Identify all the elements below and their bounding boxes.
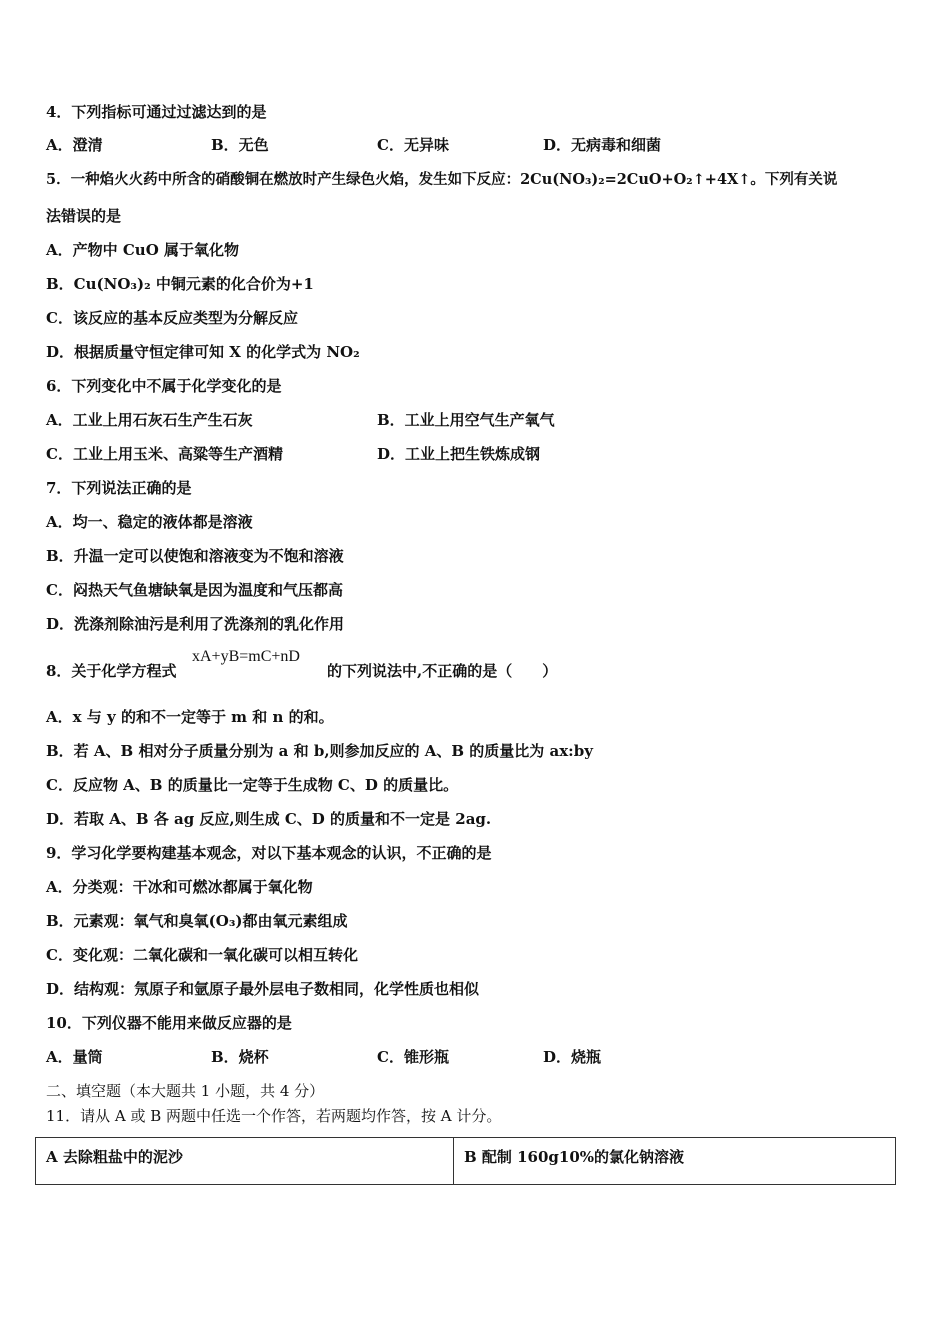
q5-option-c: C．该反应的基本反应类型为分解反应 bbox=[46, 309, 298, 327]
q4-stem: 4．下列指标可通过过滤达到的是 bbox=[46, 103, 267, 121]
q9-option-d: D．结构观：氖原子和氩原子最外层电子数相同，化学性质也相似 bbox=[46, 980, 480, 998]
q9-option-a: A．分类观：干冰和可燃冰都属于氧化物 bbox=[46, 878, 313, 896]
q5-option-a: A．产物中 CuO 属于氧化物 bbox=[46, 241, 239, 259]
q6-stem: 6．下列变化中不属于化学变化的是 bbox=[46, 377, 282, 395]
q8-option-b: B．若 A、B 相对分子质量分别为 a 和 b,则参加反应的 A、B 的质量比为 ax:by bbox=[46, 742, 593, 760]
q6-option-c: C．工业上用玉米、高粱等生产酒精 bbox=[46, 445, 283, 463]
q10-stem: 10．下列仪器不能用来做反应器的是 bbox=[46, 1014, 292, 1032]
q8-option-a: A．x 与 y 的和不一定等于 m 和 n 的和。 bbox=[46, 708, 334, 726]
answer-cell-a: A 去除粗盐中的泥沙 bbox=[36, 1138, 454, 1185]
q10-option-c: C．锥形瓶 bbox=[377, 1048, 449, 1066]
q4-option-a: A．澄清 bbox=[46, 136, 103, 154]
q7-stem: 7．下列说法正确的是 bbox=[46, 479, 192, 497]
q10-option-a: A．量筒 bbox=[46, 1048, 103, 1066]
section2-title: 二、填空题（本大题共 1 小题，共 4 分） bbox=[46, 1082, 325, 1100]
q9-stem: 9．学习化学要构建基本观念，对以下基本观念的认识，不正确的是 bbox=[46, 844, 492, 862]
q8-equation: xA+yB=mC+nD bbox=[192, 648, 300, 665]
q5-option-d: D．根据质量守恒定律可知 X 的化学式为 NO₂ bbox=[46, 343, 360, 361]
q8-stem-post: 的下列说法中,不正确的是（ ） bbox=[327, 662, 558, 680]
q10-option-d: D．烧瓶 bbox=[543, 1048, 602, 1066]
q4-option-b: B．无色 bbox=[211, 136, 269, 154]
q8-option-c: C．反应物 A、B 的质量比一定等于生成物 C、D 的质量比。 bbox=[46, 776, 459, 794]
q5-stem-line2: 法错误的是 bbox=[46, 207, 122, 225]
q11-stem: 11．请从 A 或 B 两题中任选一个作答，若两题均作答，按 A 计分。 bbox=[46, 1107, 502, 1125]
answer-cell-b: B 配制 160g10%的氯化钠溶液 bbox=[454, 1138, 896, 1185]
q4-option-d: D．无病毒和细菌 bbox=[543, 136, 662, 154]
q5-stem-line1: 5．一种焰火火药中所含的硝酸铜在燃放时产生绿色火焰，发生如下反应：2Cu(NO₃)₂=2CuO+O₂↑+4X↑。下列有关说 bbox=[46, 171, 838, 188]
q8-stem-pre: 8．关于化学方程式 bbox=[46, 662, 177, 680]
q7-option-a: A．均一、稳定的液体都是溶液 bbox=[46, 513, 253, 531]
q9-option-b: B．元素观：氧气和臭氧(O₃)都由氧元素组成 bbox=[46, 912, 348, 930]
q7-option-b: B．升温一定可以使饱和溶液变为不饱和溶液 bbox=[46, 547, 344, 565]
q8-option-d: D．若取 A、B 各 ag 反应,则生成 C、D 的质量和不一定是 2ag. bbox=[46, 810, 492, 828]
q9-option-c: C．变化观：二氧化碳和一氧化碳可以相互转化 bbox=[46, 946, 358, 964]
q6-option-d: D．工业上把生铁炼成钢 bbox=[377, 445, 541, 463]
q6-option-b: B．工业上用空气生产氧气 bbox=[377, 411, 555, 429]
answer-table-row bbox=[36, 1138, 896, 1185]
q5-option-b: B．Cu(NO₃)₂ 中铜元素的化合价为+1 bbox=[46, 275, 314, 293]
q7-option-d: D．洗涤剂除油污是利用了洗涤剂的乳化作用 bbox=[46, 615, 345, 633]
q6-option-a: A．工业上用石灰石生产生石灰 bbox=[46, 411, 253, 429]
q4-option-c: C．无异味 bbox=[377, 136, 449, 154]
q7-option-c: C．闷热天气鱼塘缺氧是因为温度和气压都高 bbox=[46, 581, 343, 599]
answer-table bbox=[35, 1137, 896, 1185]
q10-option-b: B．烧杯 bbox=[211, 1048, 269, 1066]
